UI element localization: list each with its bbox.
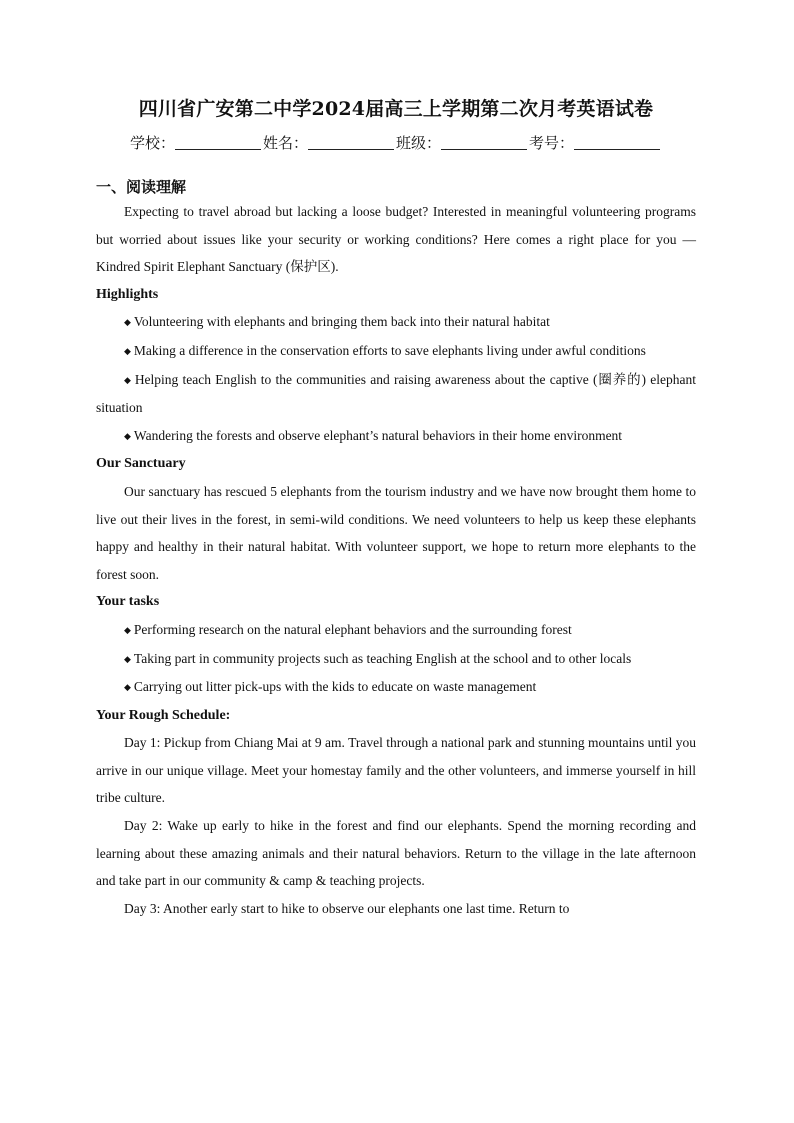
highlights-heading: Highlights [96,286,159,302]
name-label: 姓名： [262,134,308,152]
list-item: ◆ Performing research on the natural elephant behaviors and the surrounding forest [124,621,572,637]
diamond-bullet-icon: ◆ [124,317,131,328]
diamond-bullet-icon: ◆ [124,624,131,635]
diamond-bullet-icon: ◆ [124,374,132,385]
document-title: 四川省广安第二中学2024届高三上学期第二次月考英语试卷 [138,98,654,120]
diamond-bullet-icon: ◆ [124,345,131,356]
student-info-line [96,132,696,154]
document-page [96,96,696,922]
exam-number-label: 考号： [529,134,575,152]
list-item: ◆ Taking part in community projects such as teaching English at the school and to other locals [124,650,632,666]
list-item: ◆ Helping teach English to the communities and raising awareness about the captive (圈养的) elephant situation [96,371,697,416]
diamond-bullet-icon: ◆ [124,682,131,693]
schedule-day-2: Day 2: Wake up early to hike in the forest and find our elephants. Spend the morning recording and learning about these amazing animals and their natural behaviors. Return to the village in the late afternoon and take part in our community & camp & teaching projects. [96,818,696,889]
intro-paragraph: Expecting to travel abroad but lacking a loose budget? Interested in meaningful volunteering programs but worried about issues like your security or working conditions? Here comes a right place for you — Kindred Spirit Elephant Sanctuary (保护区). [96,204,696,275]
school-label: 学校： [129,134,175,152]
list-item: ◆ Carrying out litter pick-ups with the kids to educate on waste management [124,679,537,695]
schedule-day-3: Day 3: Another early start to hike to observe our elephants one last time. Return to [124,900,570,916]
list-item: ◆ Volunteering with elephants and bringing them back into their natural habitat [124,314,550,330]
schedule-day-1: Day 1: Pickup from Chiang Mai at 9 am. Travel through a national park and stunning mountains until you arrive in our unique village. Meet your homestay family and the other volunteers, and immerse yourself in hill tribe culture. [96,735,696,806]
section-title: 一、阅读理解 [96,178,187,196]
tasks-heading: Your tasks [96,594,160,610]
schedule-heading: Your Rough Schedule: [96,707,231,723]
list-item: ◆ Making a difference in the conservation efforts to save elephants living under awful conditions [124,342,646,358]
class-blank[interactable] [441,135,527,150]
exam-number-blank[interactable] [574,135,660,150]
sanctuary-paragraph: Our sanctuary has rescued 5 elephants from the tourism industry and we have now brought them home to live out their lives in the forest, in semi-wild conditions. We need volunteers to help us keep these elephants happy and healthy in their natural habitat. With volunteer support, we hope to return more elephants to the forest soon. [96,483,696,582]
diamond-bullet-icon: ◆ [124,653,131,664]
sanctuary-heading: Our Sanctuary [96,456,186,472]
list-item: ◆ Wandering the forests and observe elephant’s natural behaviors in their home environment [124,427,623,443]
class-label: 班级： [396,134,442,152]
name-blank[interactable] [308,135,394,150]
school-blank[interactable] [175,135,261,150]
diamond-bullet-icon: ◆ [124,430,131,441]
